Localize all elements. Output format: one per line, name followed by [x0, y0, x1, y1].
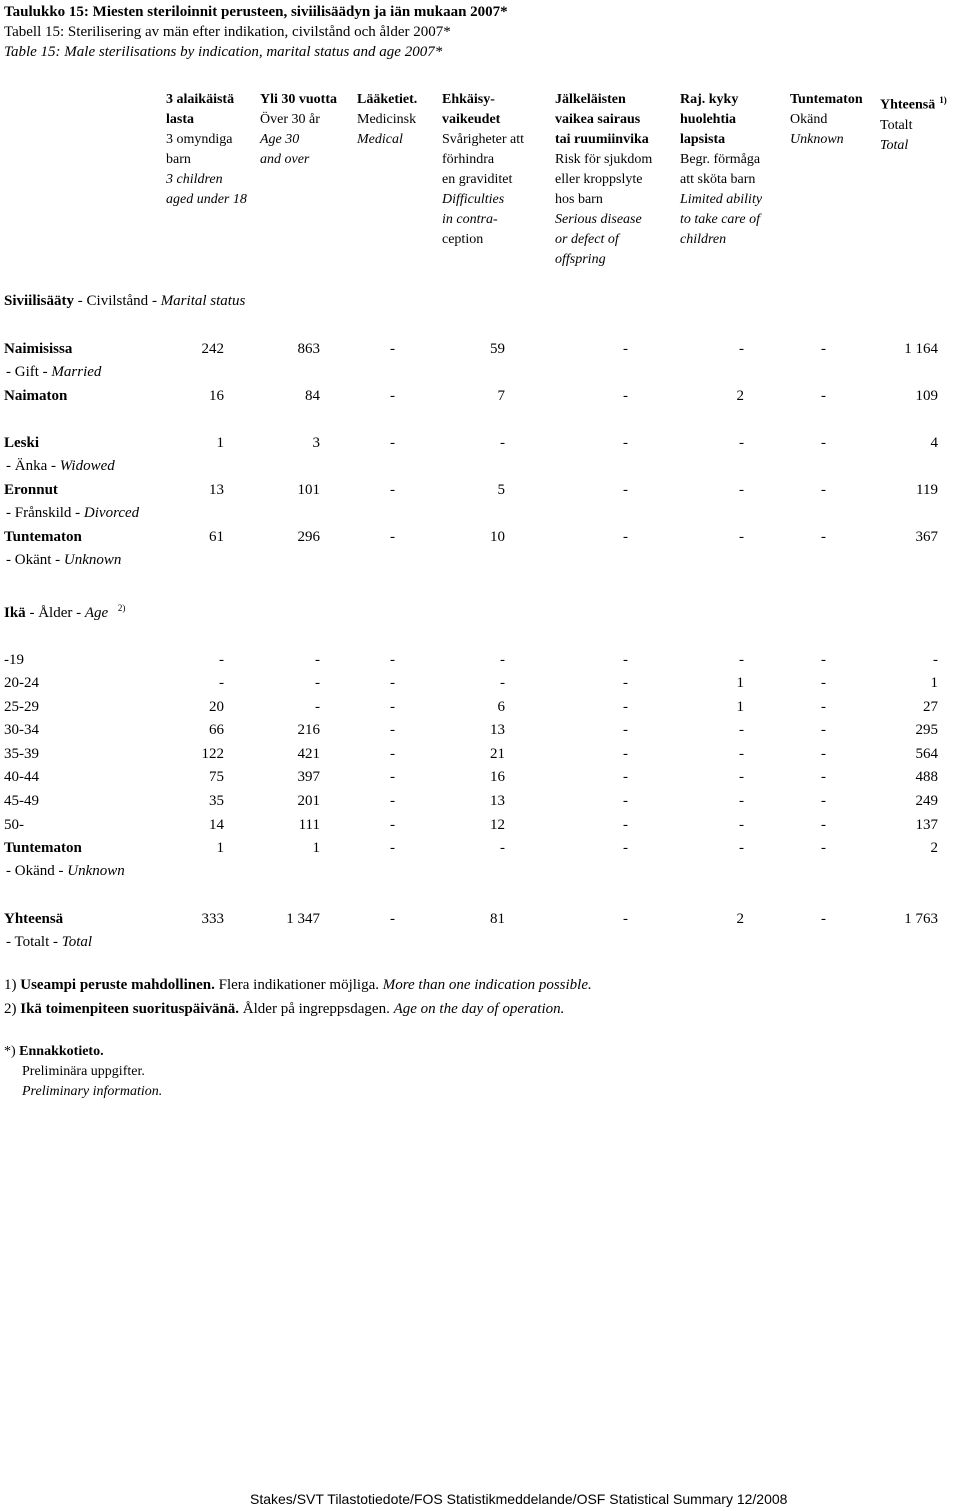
- table-cell: -: [623, 793, 628, 809]
- table-cell: 863: [297, 341, 320, 357]
- age-heading-en: Age: [84, 605, 109, 621]
- table-cell: -: [315, 699, 320, 715]
- table-cell: 1 763: [904, 911, 938, 927]
- row-label: 35-39: [4, 746, 39, 762]
- column-header-line: Unknown: [790, 132, 844, 147]
- row-label: Eronnut: [4, 482, 58, 498]
- column-header-line: Jälkeläisten: [555, 92, 626, 107]
- table-cell: -: [739, 482, 744, 498]
- column-header-line: eller kroppslyte: [555, 172, 643, 187]
- table-cell: -: [390, 817, 395, 833]
- row-label: 50-: [4, 817, 24, 833]
- table-cell: 61: [209, 529, 224, 545]
- table-cell: 1 164: [904, 341, 938, 357]
- table-cell: 122: [201, 746, 224, 762]
- table-cell: -: [390, 652, 395, 668]
- table-cell: -: [623, 699, 628, 715]
- table-cell: -: [821, 482, 826, 498]
- table-cell: -: [739, 652, 744, 668]
- table-cell: 2: [736, 911, 744, 927]
- row-label: Yhteensä: [4, 911, 64, 927]
- table-cell: -: [821, 817, 826, 833]
- column-header-line: Medicinsk: [357, 112, 417, 127]
- table-cell: 488: [915, 769, 938, 785]
- column-header-line: Yli 30 vuotta: [260, 92, 337, 107]
- footnote-1-number: 1): [4, 977, 17, 993]
- table-cell: 10: [490, 529, 505, 545]
- row-label: 25-29: [4, 699, 39, 715]
- column-header-line: 3 alaikäistä: [166, 92, 235, 107]
- page-footer: Stakes/SVT Tilastotiedote/FOS Statistikmeddelande/OSF Statistical Summary 12/2008: [250, 1491, 788, 1507]
- footnote-2-en: Age on the day of operation.: [393, 1001, 565, 1017]
- table-cell: 1: [216, 840, 224, 856]
- table-cell: -: [821, 529, 826, 545]
- column-header-line: Risk för sjukdom: [555, 152, 653, 167]
- table-cell: -: [821, 911, 826, 927]
- row-sublabel-part: - Änka -: [6, 458, 60, 474]
- row-label: 30-34: [4, 722, 39, 738]
- table-cell: 1: [312, 840, 320, 856]
- table-cell: 367: [915, 529, 938, 545]
- table-cell: 1: [736, 675, 744, 691]
- table-cell: -: [739, 817, 744, 833]
- row-sublabel-part: Widowed: [59, 458, 115, 474]
- footnote-1-fi: Useampi peruste mahdollinen.: [20, 977, 215, 993]
- column-header-line: Lääketiet.: [357, 92, 418, 107]
- table-cell: -: [739, 769, 744, 785]
- table-cell: -: [739, 341, 744, 357]
- footnote-1-sv: Flera indikationer möjliga.: [218, 977, 379, 993]
- table-cell: 13: [490, 793, 505, 809]
- column-header-line: aged under 18: [166, 192, 247, 207]
- column-header-line: to take care of: [680, 212, 760, 227]
- row-sublabel: [6, 364, 101, 381]
- footnote-2-sv: Ålder på ingreppsdagen.: [242, 1001, 390, 1017]
- row-label: Leski: [4, 435, 40, 451]
- table-cell: -: [390, 388, 395, 404]
- row-label: -19: [4, 652, 24, 668]
- row-sublabel-part: Unknown: [67, 863, 125, 879]
- footnote-2: [4, 1001, 564, 1018]
- table-cell: -: [390, 840, 395, 856]
- table-cell: -: [821, 769, 826, 785]
- table-cell: -: [219, 652, 224, 668]
- table-cell: -: [500, 435, 505, 451]
- table-cell: -: [821, 699, 826, 715]
- table-cell: 249: [915, 793, 938, 809]
- column-header-line: in contra-: [442, 212, 498, 227]
- table-cell: -: [315, 675, 320, 691]
- column-header-line: or defect of: [555, 232, 619, 247]
- age-heading-sep1: -: [25, 605, 39, 621]
- column-header-line: 3 children: [166, 172, 223, 187]
- row-label: 45-49: [4, 793, 39, 809]
- row-sublabel: [6, 863, 125, 880]
- table-cell: -: [390, 482, 395, 498]
- title-swedish: Tabell 15: Sterilisering av män efter indikation, civilstånd och ålder 2007*: [4, 24, 451, 40]
- column-header: [442, 90, 524, 250]
- table-cell: 1 347: [286, 911, 320, 927]
- table-cell: 1: [216, 435, 224, 451]
- column-header-line: en graviditet: [442, 172, 513, 187]
- row-sublabel-part: Unknown: [63, 552, 122, 568]
- row-label: Tuntematon: [4, 529, 82, 545]
- age-footnote-ref: 2): [117, 603, 126, 613]
- table-cell: -: [739, 840, 744, 856]
- column-header-line: ception: [442, 232, 484, 247]
- preliminary-mark: *): [4, 1044, 16, 1059]
- table-cell: 16: [209, 388, 224, 404]
- column-header-line: hos barn: [555, 192, 603, 207]
- footnote-2-number: 2): [4, 1001, 17, 1017]
- marital-heading-fi: Siviilisääty: [4, 293, 75, 309]
- column-header-line: 3 omyndiga: [166, 132, 233, 147]
- table-cell: 216: [297, 722, 320, 738]
- column-header-line: Ehkäisy-: [442, 92, 495, 107]
- table-cell: -: [623, 911, 628, 927]
- row-sublabel-part: - Frånskild -: [6, 505, 84, 521]
- row-sublabel-part: Divorced: [83, 505, 140, 521]
- table-cell: 84: [305, 388, 320, 404]
- column-header: [680, 90, 762, 250]
- table-cell: 2: [930, 840, 938, 856]
- table-cell: 35: [209, 793, 224, 809]
- preliminary-fi: Ennakkotieto.: [19, 1044, 104, 1059]
- table-cell: -: [390, 341, 395, 357]
- table-cell: 14: [209, 817, 224, 833]
- table-cell: 119: [916, 482, 938, 498]
- table-cell: -: [623, 769, 628, 785]
- column-header-line: Totalt: [880, 117, 913, 133]
- table-cell: -: [739, 529, 744, 545]
- column-header: [555, 90, 652, 270]
- table-cell: 296: [297, 529, 320, 545]
- table-cell: 16: [490, 769, 505, 785]
- column-header: [790, 90, 863, 150]
- table-cell: -: [390, 435, 395, 451]
- preliminary-note: [4, 1044, 104, 1060]
- title-english: Table 15: Male sterilisations by indication, marital status and age 2007*: [4, 44, 443, 60]
- table-cell: 109: [915, 388, 938, 404]
- table-cell: 242: [201, 341, 224, 357]
- column-header-line: vaikea sairaus: [555, 112, 641, 127]
- table-cell: 20: [209, 699, 224, 715]
- title-finnish: Taulukko 15: Miesten steriloinnit perusteen, siviilisäädyn ja iän mukaan 2007*: [4, 4, 508, 20]
- column-header-line: att sköta barn: [680, 172, 756, 187]
- table-cell: -: [390, 769, 395, 785]
- row-sublabel: [6, 934, 92, 951]
- row-sublabel: [6, 552, 121, 569]
- row-sublabel-part: - Gift -: [6, 364, 52, 380]
- table-cell: -: [500, 840, 505, 856]
- table-cell: 111: [298, 817, 320, 833]
- table-cell: -: [933, 652, 938, 668]
- table-cell: 59: [490, 341, 505, 357]
- table-cell: -: [739, 435, 744, 451]
- column-header-text: Yhteensä: [880, 97, 936, 113]
- age-heading: [4, 603, 125, 622]
- column-header-line: Serious disease: [555, 212, 642, 227]
- row-sublabel-part: - Okänd -: [6, 863, 68, 879]
- column-header-line: Total: [880, 137, 909, 153]
- table-cell: -: [623, 675, 628, 691]
- column-header: [166, 90, 247, 210]
- column-header: [880, 90, 947, 156]
- column-header-line: children: [680, 232, 727, 247]
- table-cell: 13: [490, 722, 505, 738]
- row-sublabel: [6, 458, 115, 475]
- table-cell: 81: [490, 911, 505, 927]
- column-header-line: Okänd: [790, 112, 828, 127]
- table-cell: 1: [736, 699, 744, 715]
- table-cell: -: [390, 793, 395, 809]
- table-cell: 27: [923, 699, 938, 715]
- column-header-line: [880, 90, 947, 116]
- table-cell: 397: [297, 769, 320, 785]
- column-header-line: tai ruumiinvika: [555, 132, 649, 147]
- table-cell: 295: [915, 722, 938, 738]
- marital-status-heading: [4, 293, 245, 310]
- table-cell: -: [623, 840, 628, 856]
- marital-heading-en: Marital status: [160, 293, 246, 309]
- table-cell: -: [623, 652, 628, 668]
- row-label: 40-44: [4, 769, 39, 785]
- marital-heading-sep2: -: [148, 293, 161, 309]
- table-cell: 201: [297, 793, 320, 809]
- table-cell: -: [623, 482, 628, 498]
- column-header-line: Raj. kyky: [680, 92, 739, 107]
- column-header-line: lapsista: [680, 132, 726, 147]
- row-label: Naimaton: [4, 388, 68, 404]
- column-header-line: Medical: [357, 132, 403, 147]
- row-sublabel-part: - Totalt -: [6, 934, 62, 950]
- table-cell: 21: [490, 746, 505, 762]
- table-cell: -: [821, 435, 826, 451]
- table-cell: -: [623, 529, 628, 545]
- table-cell: -: [821, 793, 826, 809]
- age-heading-fi: Ikä: [4, 605, 26, 621]
- table-cell: -: [390, 722, 395, 738]
- column-header-line: Limited ability: [680, 192, 763, 207]
- table-cell: -: [821, 675, 826, 691]
- table-cell: 5: [497, 482, 505, 498]
- table-cell: 66: [209, 722, 224, 738]
- preliminary-sv: Preliminära uppgifter.: [22, 1064, 145, 1079]
- table-cell: -: [623, 435, 628, 451]
- table-cell: -: [500, 675, 505, 691]
- table-cell: -: [821, 341, 826, 357]
- age-heading-sep2: -: [72, 605, 85, 621]
- row-label: 20-24: [4, 675, 39, 691]
- table-cell: 564: [915, 746, 938, 762]
- table-cell: -: [390, 529, 395, 545]
- preliminary-en: Preliminary information.: [22, 1084, 163, 1099]
- total-footnote-ref: 1): [939, 95, 947, 105]
- table-cell: 137: [915, 817, 938, 833]
- table-cell: 101: [297, 482, 320, 498]
- column-header-line: Age 30: [260, 132, 300, 147]
- table-cell: 6: [497, 699, 505, 715]
- column-header-line: offspring: [555, 252, 606, 267]
- column-header-line: Begr. förmåga: [680, 152, 761, 167]
- column-header-line: Difficulties: [442, 192, 505, 207]
- table-cell: -: [623, 746, 628, 762]
- table-cell: -: [623, 817, 628, 833]
- column-header: [260, 90, 337, 170]
- footnote-1-en: More than one indication possible.: [382, 977, 592, 993]
- table-cell: 13: [209, 482, 224, 498]
- table-cell: -: [315, 652, 320, 668]
- table-cell: -: [390, 699, 395, 715]
- table-cell: -: [623, 341, 628, 357]
- table-cell: 421: [297, 746, 320, 762]
- table-cell: -: [219, 675, 224, 691]
- table-cell: 75: [209, 769, 224, 785]
- table-cell: -: [821, 722, 826, 738]
- column-header-line: Svårigheter att: [442, 132, 525, 147]
- table-cell: -: [390, 746, 395, 762]
- column-header-line: huolehtia: [680, 112, 737, 127]
- table-cell: -: [739, 793, 744, 809]
- table-cell: -: [623, 722, 628, 738]
- table-cell: 1: [930, 675, 938, 691]
- column-header-line: vaikeudet: [442, 112, 501, 127]
- column-header-line: and over: [260, 152, 310, 167]
- table-cell: -: [390, 911, 395, 927]
- row-label: Naimisissa: [4, 341, 73, 357]
- table-cell: 12: [490, 817, 505, 833]
- column-header-line: Tuntematon: [790, 92, 863, 107]
- row-label: Tuntematon: [4, 840, 82, 856]
- column-header-line: förhindra: [442, 152, 495, 167]
- age-heading-sv: Ålder: [38, 605, 73, 621]
- table-cell: -: [739, 746, 744, 762]
- table-cell: 4: [930, 435, 938, 451]
- footnote-1: [4, 977, 592, 994]
- marital-heading-sv: Civilstånd: [86, 293, 149, 309]
- row-sublabel-part: - Okänt -: [6, 552, 64, 568]
- table-cell: -: [623, 388, 628, 404]
- table-cell: 333: [201, 911, 224, 927]
- table-cell: -: [739, 722, 744, 738]
- table-cell: 3: [312, 435, 320, 451]
- marital-heading-sep1: -: [74, 293, 87, 309]
- table-cell: -: [821, 746, 826, 762]
- row-sublabel-part: Total: [61, 934, 93, 950]
- row-sublabel: [6, 505, 139, 522]
- table-cell: -: [821, 388, 826, 404]
- table-cell: -: [390, 675, 395, 691]
- column-header-line: barn: [166, 152, 191, 167]
- column-header: [357, 90, 417, 150]
- column-header-line: Över 30 år: [260, 112, 320, 127]
- table-cell: 7: [497, 388, 505, 404]
- footnote-2-fi: Ikä toimenpiteen suorituspäivänä.: [20, 1001, 240, 1017]
- row-sublabel-part: Married: [51, 364, 102, 380]
- table-cell: -: [500, 652, 505, 668]
- table-cell: 2: [736, 388, 744, 404]
- table-cell: -: [821, 840, 826, 856]
- column-header-line: lasta: [166, 112, 194, 127]
- table-cell: -: [821, 652, 826, 668]
